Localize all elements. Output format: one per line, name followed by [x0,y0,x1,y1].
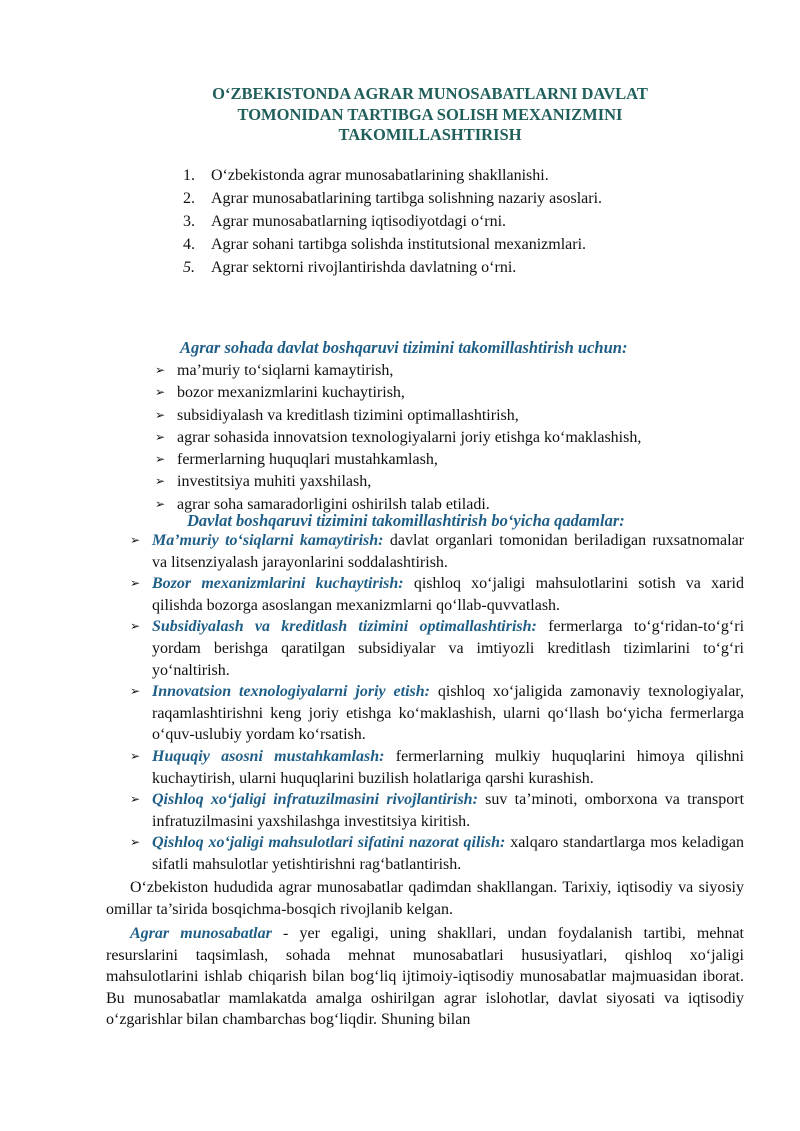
toc-number: 4. [183,236,195,253]
list-item [130,530,744,573]
step-lead: Huquqiy asosni mustahkamlash: [152,747,385,765]
list-item-text: subsidiyalash va kreditlash tizimini optimallashtirish, [177,406,519,424]
toc-item [183,164,602,187]
arrow-bullet-icon: ➢ [130,576,141,591]
arrow-bullet-icon: ➢ [155,474,166,489]
list-item [130,616,744,681]
step-text: fermerlarga to‘g‘ridan-to‘g‘ri yordam berishga qaratilgan subsidiyalar va imtiyozli kreditlash tizimlarini to‘g‘ri yo‘naltirish. [152,618,745,679]
section2-heading: Davlat boshqaruvi tizimini takomillashtirish bo‘yicha qadamlar: [187,511,625,530]
list-item [155,448,641,470]
step-text: xalqaro standartlarga mos keladigan sifatli mahsulotlar yetishtirishni rag‘batlantirish. [152,834,744,873]
section1-bullet-list [155,359,641,515]
step-text: qishloq xo‘jaligi mahsulotlarini sotish va xarid qilishda bozorga asoslangan mexanizmlarni qo‘llab-quvvatlash. [152,575,744,614]
arrow-bullet-icon: ➢ [155,363,166,377]
toc-item [183,233,602,256]
list-item [155,381,641,403]
toc-number: 3. [183,213,195,230]
list-item [155,470,641,492]
list-item [155,426,641,448]
step-lead: Qishloq xo‘jaligi mahsulotlari sifatini nazorat qilish: [152,834,506,852]
step-lead: Subsidiyalash va kreditlash tizimini optimallashtirish: [152,618,537,636]
body-paragraph-1 [106,877,744,920]
list-item-text: agrar soha samaradorligini oshirilsh talab etiladi. [177,495,490,513]
arrow-bullet-icon: ➢ [155,496,166,511]
document-title [150,84,710,146]
toc-text: Agrar munosabatlarning iqtisodiyotdagi o‘rni. [211,213,507,230]
paragraph-text: O‘zbekiston hududida agrar munosabatlar qadimdan shakllangan. Tarixiy, iqtisodiy va siyosiy omillar ta’sirida bosqichma-bosqich rivojlanib kelgan. [106,879,744,918]
body-paragraph-2 [106,923,744,1031]
title-line-1: O‘ZBEKISTONDA AGRAR MUNOSABATLARNI DAVLAT [212,84,648,103]
list-item [130,789,744,832]
arrow-bullet-icon: ➢ [130,684,141,699]
paragraph-text: - yer egaligi, uning shakllari, undan foydalanish tartibi, mehnat resurslarini taqsimlash, sohada mehnat munosabatlari hususiyatlari, qishloq xo‘jaligi mahsulotlarini ishlab chiqarish bilan bog‘liq ijtimoiy-iqtisodiy munosabatlar majmuasidan iborat. Bu munosabatlar mamlakatda amalga oshirilgan agrar islohotlar, davlat siyosati va iqtisodiy o‘zgarishlar bilan chambarchas bog‘liqdir. Shuning bilan [106,925,745,1029]
toc-number: 1. [183,167,195,184]
list-item [130,746,744,789]
step-lead: Innovatsion texnologiyalarni joriy etish: [152,683,430,701]
step-lead: Bozor mexanizmlarini kuchaytirish: [152,575,404,593]
toc-text: O‘zbekistonda agrar munosabatlarining shakllanishi. [211,167,549,184]
title-line-2: TOMONIDAN TARTIBGA SOLISH MEXANIZMINI [237,104,623,124]
arrow-bullet-icon: ➢ [155,407,166,422]
list-item [130,573,744,616]
step-text: suv ta’minoti, omborxona va transport infratuzilmasini yaxshilashga investitsiya kiritish. [152,791,745,830]
list-item [130,832,744,875]
toc-number: 2. [183,190,195,207]
title-line-3: TAKOMILLASHTIRISH [338,125,522,144]
step-text: fermerlarning mulkiy huquqlarini himoya qilishni kuchaytirish, ularni huquqlarini buzilish holatlariga qarshi kurashish. [152,747,745,787]
step-lead: Ma’muriy to‘siqlarni kamaytirish: [152,532,384,549]
arrow-bullet-icon: ➢ [155,429,166,444]
arrow-bullet-icon: ➢ [130,835,141,850]
paragraph-lead: Agrar munosabatlar [130,925,272,942]
toc-item [183,187,602,210]
arrow-bullet-icon: ➢ [155,452,166,467]
toc-item [183,210,602,233]
list-item-text: fermerlarning huquqlari mustahkamlash, [177,451,438,469]
toc-text: Agrar sektorni rivojlantirishda davlatning o‘rni. [211,259,517,276]
arrow-bullet-icon: ➢ [130,792,141,807]
step-text: qishloq xo‘jaligida zamonaviy texnologiyalar, raqamlashtirishni keng joriy etishga ko‘maklashish, ularni qo‘llash bo‘yicha fermerlarga o‘quv-uslubiy yordam ko‘rsatish. [152,683,744,744]
list-item-text: ma’muriy to‘siqlarni kamaytirish, [177,362,394,379]
section1-heading: Agrar sohada davlat boshqaruvi tizimini takomillashtirish uchun: [180,338,628,357]
list-item-text: investitsiya muhiti yaxshilash, [177,473,372,491]
table-of-contents [183,164,602,279]
list-item [155,359,641,381]
list-item [130,681,744,746]
arrow-bullet-icon: ➢ [130,533,141,547]
list-item-text: bozor mexanizmlarini kuchaytirish, [177,384,405,402]
arrow-bullet-icon: ➢ [130,748,141,763]
toc-text: Agrar sohani tartibga solishda institutsional mexanizmlari. [211,236,587,253]
toc-number: 5. [183,259,195,276]
list-item [155,404,641,426]
section2-step-list [130,530,744,876]
arrow-bullet-icon: ➢ [130,619,141,634]
step-text: davlat organlari tomonidan beriladigan ruxsatnomalar va litsenziyalash jarayonlarini soddalashtirish. [152,532,744,571]
toc-text: Agrar munosabatlarining tartibga solishning nazariy asoslari. [211,190,603,207]
list-item-text: agrar sohasida innovatsion texnologiyalarni joriy etishga ko‘maklashish, [177,428,642,446]
toc-item [183,256,602,279]
arrow-bullet-icon: ➢ [155,385,166,400]
step-lead: Qishloq xo‘jaligi infratuzilmasini rivojlantirish: [152,791,478,809]
